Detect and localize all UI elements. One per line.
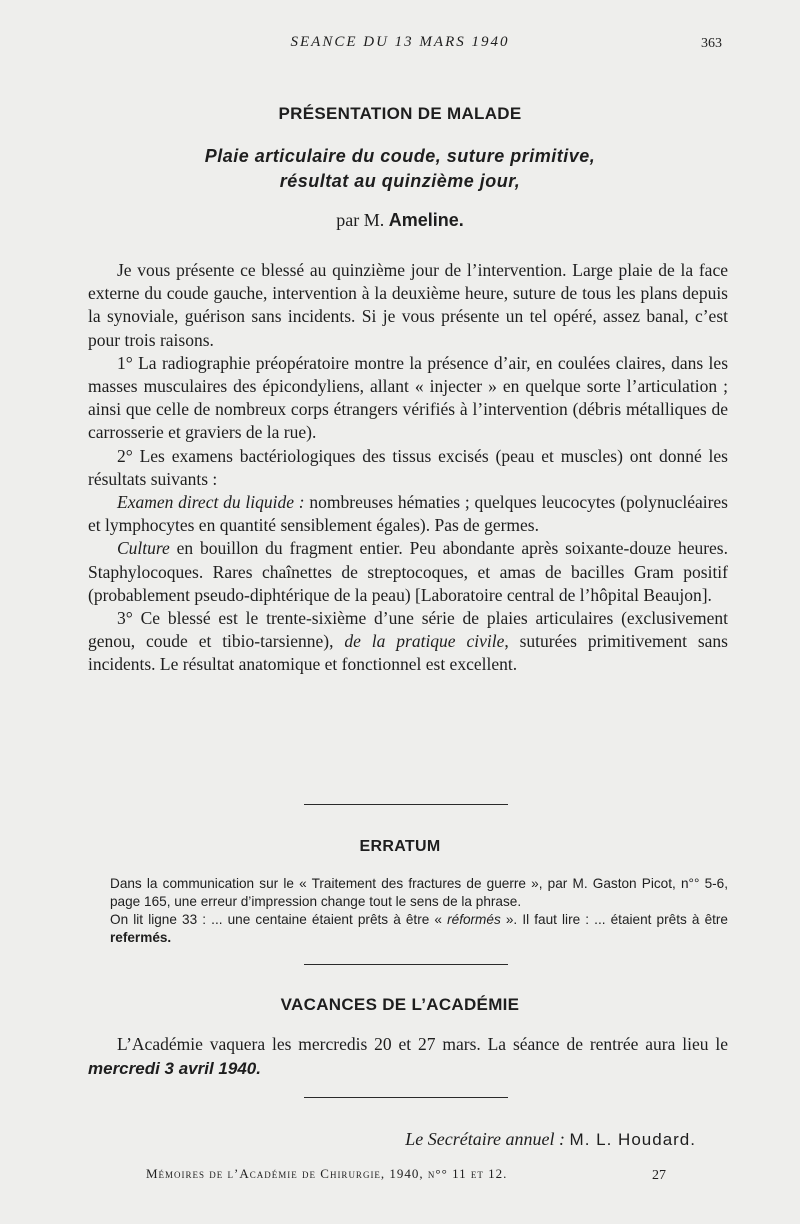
paragraph-2: 1° La radiographie préopératoire montre la présence d’air, en coulées claires, dans les masses musculaires des épicondyliens, allant « injecter » en quelque sorte l’articulation ; ainsi que celle de nombreux corps étrangers vérifiés à l’intervention (débris métalliques de carrosserie et graviers de la rue). — [88, 352, 728, 443]
erratum-bold-word: refermés. — [110, 930, 172, 945]
paragraph-6-end: , suturées primitivement sans incidents. Le résultat anatomique et fonctionnel est excellent. — [88, 631, 728, 675]
footer-journal: Mémoires de l’Académie de Chirurgie, 1940, n°° 11 et 12. — [146, 1166, 508, 1181]
erratum-line-1: Dans la communication sur le « Traitement des fractures de guerre », par M. Gaston Picot, n°° 5-6, page 165, une erreur d’impression change tout le sens de la phrase. — [110, 876, 728, 909]
page-number: 363 — [701, 36, 722, 51]
section-divider — [304, 804, 508, 805]
article-title-line-2: résultat au quinzième jour, — [279, 171, 521, 191]
erratum-heading: ERRATUM — [359, 838, 441, 855]
article-title — [0, 144, 800, 194]
section-divider — [304, 964, 508, 965]
vacances-text: L’Académie vaquera les mercredis 20 et 27 mars. La séance de rentrée aura lieu le — [117, 1034, 728, 1054]
vacances-date: mercredi 3 avril 1940. — [88, 1059, 261, 1078]
paragraph-5 — [88, 537, 728, 607]
vacances-heading: VACANCES DE L’ACADÉMIE — [280, 995, 520, 1014]
paragraph-4-text: nombreuses hématies ; quelques leucocytes (polynucléaires et lymphocytes en quantité sensiblement égales). Pas de germes. — [88, 492, 728, 536]
erratum-line-2-start: On lit ligne 33 : ... une centaine étaient prêts à être « — [110, 912, 448, 927]
footer-sheet-number: 27 — [652, 1168, 666, 1183]
erratum-italic-word: réformés — [447, 912, 501, 927]
signature-name: M. L. Houdard. — [569, 1130, 696, 1149]
paragraph-6-start: 3° Ce blessé est le trente-sixième d’une série de plaies articulaires (exclusivement genou, coude et tibio-tarsienne), — [88, 608, 728, 652]
signature-role: Le Secrétaire annuel : — [405, 1129, 566, 1149]
paragraph-6-italic: de la pratique civile — [344, 631, 505, 652]
paragraph-1: Je vous présente ce blessé au quinzième jour de l’intervention. Large plaie de la face externe du coude gauche, intervention à la deuxième heure, suture de tous les plans depuis la synoviale, guérison sans incidents. Si je vous présente un tel opéré, assez banal, c’est pour trois raisons. — [88, 260, 728, 350]
paragraph-4 — [88, 491, 728, 537]
signature — [405, 1129, 696, 1150]
vacances-paragraph — [88, 1032, 728, 1081]
section-heading: PRÉSENTATION DE MALADE — [278, 104, 522, 123]
author-name: Ameline. — [388, 210, 464, 230]
article-body — [88, 259, 728, 677]
vacances-body — [88, 1032, 728, 1081]
erratum-body — [110, 875, 728, 947]
paragraph-6 — [88, 607, 728, 677]
erratum-line-2-end: ». Il faut lire : ... étaient prêts à être — [500, 912, 728, 927]
byline — [0, 210, 800, 231]
paragraph-4-label: Examen direct du liquide : — [117, 492, 305, 513]
running-title: SEANCE DU 13 MARS 1940 — [290, 34, 510, 50]
paragraph-3: 2° Les examens bactériologiques des tissus excisés (peau et muscles) ont donné les résultats suivants : — [88, 445, 728, 489]
section-divider — [304, 1097, 508, 1098]
paragraph-5-label: Culture — [117, 538, 170, 559]
article-title-line-1: Plaie articulaire du coude, suture primitive, — [204, 146, 596, 166]
erratum-line-2 — [110, 911, 728, 947]
paragraph-5-text: en bouillon du fragment entier. Peu abondante après soixante-douze heures. Staphylocoques. Rares chaînettes de streptocoques, et amas de bacilles Gram positif (probablement pseudo-diphtérique de la peau) [Laboratoire central de l’hôpital Beaujon]. — [88, 538, 728, 605]
byline-prefix: par M. — [336, 210, 385, 230]
